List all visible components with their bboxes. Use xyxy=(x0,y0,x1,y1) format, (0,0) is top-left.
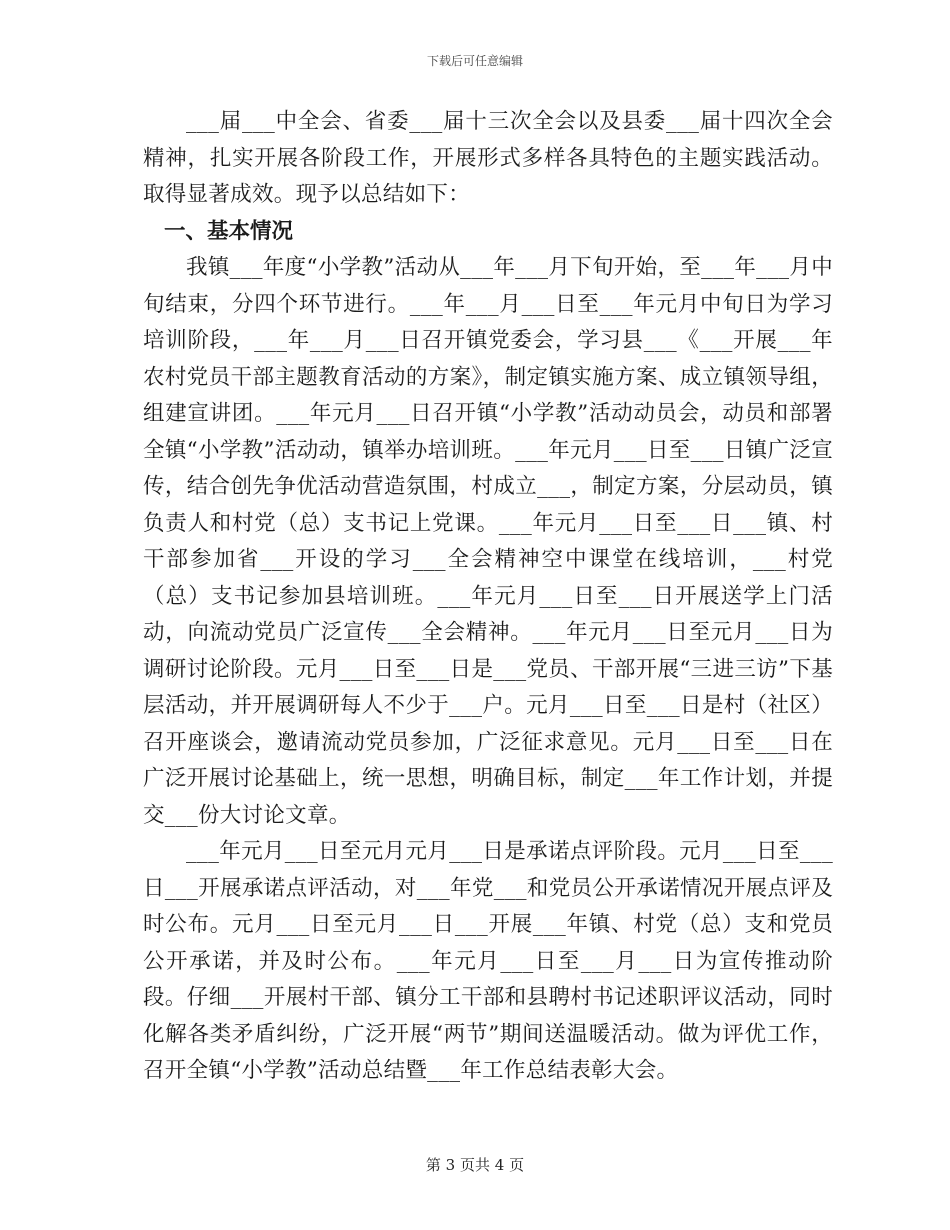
basic-situation-paragraph: 我镇___年度“小学教”活动从___年___月下旬开始，至___年___月中旬结束，分四个环节进行。___年___月___日至___年元月中旬日为学习培训阶段，___年___月___日召开镇党委会，学习县___《___开展___年农村党员干部主题教育活动的方案》，制定镇实施方案、成立镇领导组，组建宣讲团。___年元月___日召开镇“小学教”活动动员会，动员和部署全镇“小学教”活动动，镇举办培训班。___年元月___日至___日镇广泛宣传，结合创先争优活动营造氛围，村成立___，制定方案，分层动员，镇负责人和村党（总）支书记上党课。___年元月___日至___日___镇、村干部参加省___开设的学习___全会精神空中课堂在线培训，___村党（总）支书记参加县培训班。___年元月___日至___日开展送学上门活动，向流动党员广泛宣传___全会精神。___年元月___日至元月___日为调研讨论阶段。元月___日至___日是___党员、干部开展“三进三访”下基层活动，并开展调研每人不少于___户。元月___日至___日是村（社区）召开座谈会，邀请流动党员参加，广泛征求意见。元月___日至___日在广泛开展讨论基础上，统一思想，明确目标，制定___年工作计划，并提交___份大讨论文章。 xyxy=(143,255,833,828)
document-body xyxy=(143,104,833,1090)
section-heading: 一、基本情况 xyxy=(164,218,294,244)
page-number: 第 3 页共 4 页 xyxy=(425,1156,525,1174)
page-header: 下载后可任意编辑 xyxy=(426,54,523,68)
commitment-paragraph: ___年元月___日至元月元月___日是承诺点评阶段。元月___日至___日___开展承诺点评活动，对___年党___和党员公开承诺情况开展点评及时公布。元月___日至元月___日___开展___年镇、村党（总）支和党员公开承诺，并及时公布。___年元月___日至___月___日为宣传推动阶段。仔细___开展村干部、镇分工干部和县聘村书记述职评议活动，同时化解各类矛盾纠纷，广泛开展“两节”期间送温暖活动。做为评优工作，召开全镇“小学教”活动总结暨___年工作总结表彰大会。 xyxy=(143,839,833,1083)
intro-paragraph: ___届___中全会、省委___届十三次全会以及县委___届十四次全会精神，扎实开展各阶段工作，开展形式多样各具特色的主题实践活动。取得显著成效。现予以总结如下： xyxy=(143,109,833,207)
